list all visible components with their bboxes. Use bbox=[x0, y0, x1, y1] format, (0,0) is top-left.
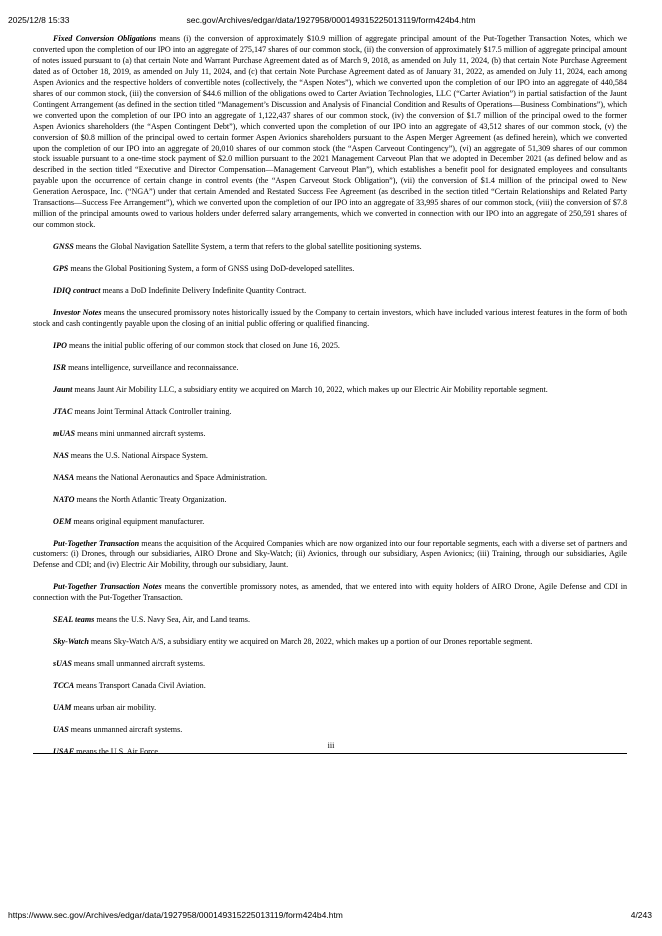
definition-item bbox=[33, 308, 627, 330]
definition-text: means unmanned aircraft systems. bbox=[68, 725, 183, 735]
definition-text: means original equipment manufacturer. bbox=[71, 516, 205, 526]
definition-text: means Joint Terminal Attack Controller training. bbox=[72, 406, 232, 416]
definition-item bbox=[33, 659, 627, 670]
definition-text: means intelligence, surveillance and reconnaissance. bbox=[66, 362, 239, 372]
definition-item bbox=[33, 615, 627, 626]
definition-term: Jaunt bbox=[53, 384, 73, 394]
definition-term: Fixed Conversion Obligations bbox=[53, 34, 157, 43]
print-datetime: 2025/12/8 15:33 bbox=[8, 15, 70, 25]
definition-term: GPS bbox=[53, 264, 69, 274]
definition-term: SEAL teams bbox=[53, 615, 95, 625]
definition-text: means Transport Canada Civil Aviation. bbox=[74, 681, 206, 691]
definition-item bbox=[33, 637, 627, 648]
definition-item bbox=[33, 264, 627, 275]
definition-term: JTAC bbox=[53, 406, 73, 416]
definition-item bbox=[33, 363, 627, 374]
definition-item bbox=[33, 703, 627, 714]
definition-text: means (i) the conversion of approximately $10.9 million of aggregate principal amount of the Put-Together Transaction Notes, which we converted upon the completion of our IPO into an aggregate of 275,147 shares of our common stock, (ii) the conversion of approximately $17.5 million of aggregate principal amount of notes issued pursuant to (a) that certain Note and Warrant Purchase Agreement dated as of March 9, 2018, as amended on July 11, 2024, (b) that certain Note Purchase Agreement dated as of October 18, 2019, as amended on July 11, 2024, and (c) that certain Note Purchase Agreement dated as of January 31, 2022, as amended on July 11, 2024, each among Aspen Avionics and the respective holders of convertible notes (collectively, the “Aspen Notes”), which we converted upon the completion of our IPO into an aggregate of 440,584 shares of our common stock, (iii) the conversion of $44.6 million of the obligations owed to Carter Aviation Technologies, LLC (“Carter Aviation”) in partial satisfaction of the Jaunt Contingent Arrangement (as defined in the section titled “Management’s Discussion and Analysis of Financial Condition and Results of Operations—Business Combinations”), which we converted upon the completion of our IPO into an aggregate of 1,122,437 shares of our common stock, (iv) the conversion of $1.7 million of the principal owed to the former Aspen Avionics shareholders (the “Aspen Contingent Debt”), which converted upon the completion of our IPO into an aggregate of 43,512 shares of our common stock, (v) the conversion of $0.8 million of the principal owed to certain former Aspen Avionics shareholders pursuant to the Aspen Merger Agreement (as defined herein), which we converted upon the completion of our IPO into an aggregate of 20,010 shares of our common stock (the “Aspen Carveout Contingency”), (vi) an aggregate of 51,309 shares of our common stock issuable pursuant to a one-time stock payment of $2.0 million pursuant to the 2021 Management Carveout Plan that we adopted in December 2021 (as defined below and as described in the section titled “Executive and Director Compensation—Management Carveout Plan”), which establishes a benefit pool for designated employees and consultants payable upon the occurrence of certain change in control events (the “Aspen Carveout Stock Obligation”), (vii) the conversion of $1.4 million of the principal owed to New Generation Aerospace, Inc. (“NGA”) under that certain Amended and Restated Success Fee Agreement (as described in the section titled “Certain Relationships and Related Party Transactions—Success Fee Arrangement”), which we converted upon the completion of our IPO into an aggregate of 33,995 shares of our common stock, (viii) the conversion of $7.8 million of the principal amounts owed to various holders under deferred salary arrangements, which we converted in connection with our IPO into an aggregate of 250,591 shares of our common stock. bbox=[33, 34, 627, 230]
definition-text: means urban air mobility. bbox=[71, 703, 157, 713]
definition-text: means the Global Navigation Satellite System, a term that refers to the global satellite positioning systems. bbox=[73, 242, 422, 252]
definition-text: means a DoD Indefinite Delivery Indefinite Quantity Contract. bbox=[100, 286, 307, 296]
definition-item bbox=[33, 385, 627, 396]
definition-text: means the unsecured promissory notes historically issued by the Company to certain investors, which have included various interest features in the form of both stock and cash contingently payable upon the closing of an initial public offering or qualified financing. bbox=[33, 308, 627, 328]
definition-item bbox=[33, 429, 627, 440]
definition-term: OEM bbox=[53, 516, 72, 526]
definition-term: IDIQ contract bbox=[53, 286, 101, 296]
definition-term: Investor Notes bbox=[53, 308, 102, 318]
definition-item bbox=[33, 539, 627, 572]
definition-item bbox=[33, 495, 627, 506]
definition-item bbox=[33, 517, 627, 528]
print-page-count: 4/243 bbox=[630, 910, 652, 920]
definition-text: means Sky-Watch A/S, a subsidiary entity we acquired on March 28, 2022, which makes up a portion of our Drones reportable segment. bbox=[88, 637, 533, 647]
definition-item bbox=[33, 286, 627, 297]
definition-term: NATO bbox=[53, 494, 75, 504]
definition-text: means the National Aeronautics and Space Administration. bbox=[74, 472, 268, 482]
definition-term: NASA bbox=[53, 472, 75, 482]
definition-term: ISR bbox=[53, 362, 67, 372]
definition-item bbox=[33, 681, 627, 692]
definition-text: means small unmanned aircraft systems. bbox=[71, 659, 205, 669]
print-page-title: sec.gov/Archives/edgar/data/1927958/000149315225013119/form424b4.htm bbox=[186, 15, 476, 25]
definition-item bbox=[33, 473, 627, 484]
definition-item bbox=[33, 725, 627, 736]
definition-text: means the U.S. National Airspace System. bbox=[68, 450, 208, 460]
definition-term: UAS bbox=[53, 725, 69, 735]
definition-item bbox=[33, 341, 627, 352]
definition-text: means the U.S. Air Force. bbox=[74, 746, 161, 756]
page-divider bbox=[33, 753, 627, 754]
page-number: iii bbox=[327, 741, 335, 750]
definition-term: NAS bbox=[53, 450, 69, 460]
definition-text: means the convertible promissory notes, as amended, that we entered into with equity holders of AIRO Drone, Agile Defense and CDI in connection with the Put-Together Transaction. bbox=[33, 582, 628, 603]
definition-term: Put-Together Transaction Notes bbox=[53, 582, 162, 592]
definition-text: means the initial public offering of our common stock that closed on June 16, 2025. bbox=[66, 340, 340, 350]
definition-item bbox=[33, 242, 627, 253]
definition-term: Put-Together Transaction bbox=[53, 538, 140, 548]
definition-item bbox=[33, 34, 627, 231]
print-url: https://www.sec.gov/Archives/edgar/data/1927958/000149315225013119/form424b4.htm bbox=[8, 910, 343, 920]
definition-text: means the Global Positioning System, a form of GNSS using DoD-developed satellites. bbox=[68, 264, 355, 274]
definition-term: Sky-Watch bbox=[53, 637, 89, 647]
definition-text: means Jaunt Air Mobility LLC, a subsidiary entity we acquired on March 10, 2022, which makes up our Electric Air Mobility reportable segment. bbox=[72, 384, 548, 394]
definition-item bbox=[33, 451, 627, 462]
definition-text: means the U.S. Navy Sea, Air, and Land teams. bbox=[94, 615, 250, 625]
definition-term: USAF bbox=[53, 746, 75, 756]
definition-term: mUAS bbox=[53, 428, 76, 438]
definition-term: UAM bbox=[53, 703, 72, 713]
definition-text: means the acquisition of the Acquired Companies which are now organized into our four reportable segments, each with a diverse set of partners and customers: (i) Drones, through our subsidiaries, AIRO Drone and Sky-Watch; (ii) Avionics, through our subsidiary, Aspen Avionics; (iii) Training, through our subsidiaries, Agile Defense and CDI; and (iv) Electric Air Mobility, through our subsidiary, Jaunt. bbox=[33, 538, 628, 570]
definition-item bbox=[33, 407, 627, 418]
definitions-list bbox=[33, 34, 627, 769]
definition-term: GNSS bbox=[53, 242, 74, 252]
definition-item bbox=[33, 582, 627, 604]
definition-text: means the North Atlantic Treaty Organization. bbox=[74, 494, 227, 504]
definition-text: means mini unmanned aircraft systems. bbox=[75, 428, 206, 438]
definition-term: TCCA bbox=[53, 681, 75, 691]
definition-term: IPO bbox=[53, 340, 67, 350]
definition-term: sUAS bbox=[53, 659, 72, 669]
